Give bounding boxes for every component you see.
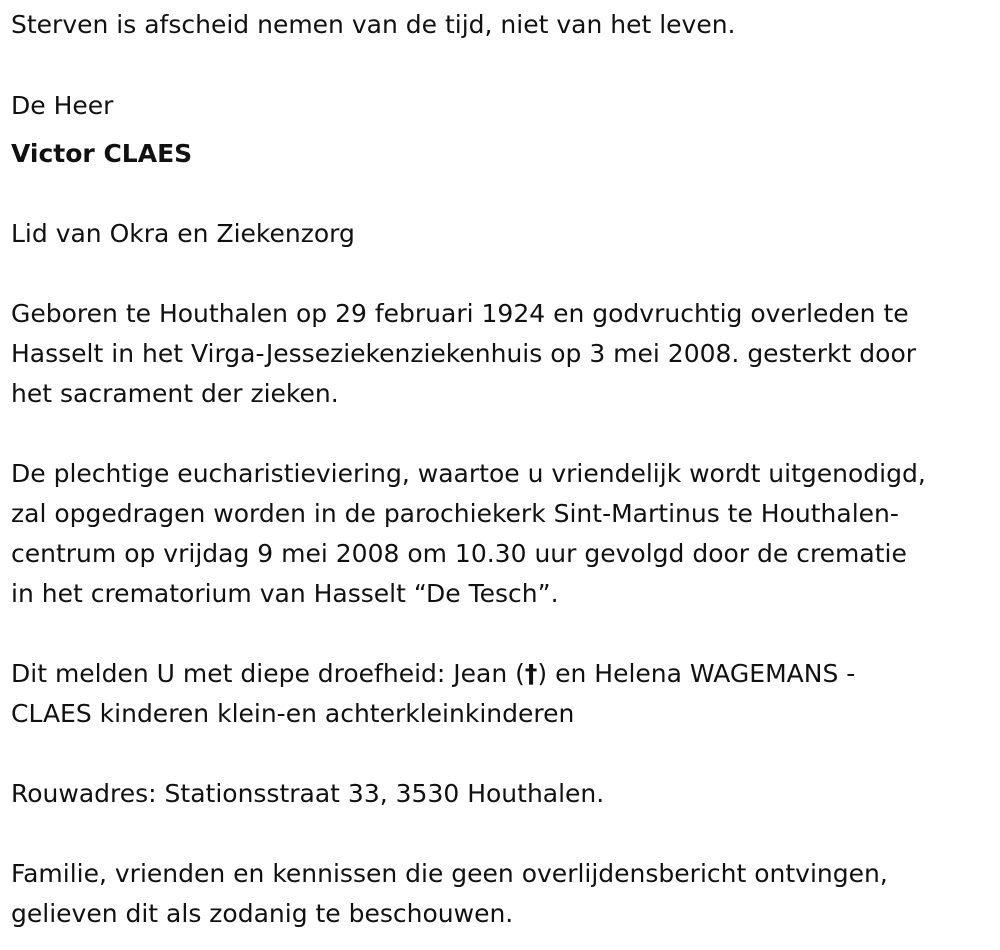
ceremony-line-2: zal opgedragen worden in de parochiekerk Sint-Martinus te Houthalen- [11, 499, 899, 528]
closing-line-1: Familie, vrienden en kennissen die geen overlijdensbericht ontvingen, [11, 859, 888, 888]
cross-icon: † [524, 659, 538, 688]
deceased-name: Victor CLAES [11, 139, 193, 168]
family-text-before: Dit melden U met diepe droefheid: Jean ( [11, 659, 525, 688]
birth-death-line-3: het sacrament der zieken. [11, 379, 339, 408]
mourning-address: Rouwadres: Stationsstraat 33, 3530 Houthalen. [11, 779, 605, 808]
salutation: De Heer [11, 91, 114, 120]
intro-quote: Sterven is afscheid nemen van de tijd, niet van het leven. [11, 10, 736, 39]
family-text-after: ) en Helena WAGEMANS - [537, 659, 856, 688]
family-line-2: CLAES kinderen klein-en achterkleinkinderen [11, 699, 575, 728]
ceremony-line-4: in het crematorium van Hasselt “De Tesch”. [11, 579, 559, 608]
ceremony-line-1: De plechtige eucharistieviering, waartoe u vriendelijk wordt uitgenodigd, [11, 459, 926, 488]
birth-death-line-2: Hasselt in het Virga-Jesseziekenziekenhuis op 3 mei 2008. gesterkt door [11, 339, 917, 368]
closing-line-2: gelieven dit als zodanig te beschouwen. [11, 899, 514, 928]
ceremony-line-3: centrum op vrijdag 9 mei 2008 om 10.30 uur gevolgd door de crematie [11, 539, 907, 568]
membership: Lid van Okra en Ziekenzorg [11, 219, 355, 248]
birth-death-line-1: Geboren te Houthalen op 29 februari 1924 en godvruchtig overleden te [11, 299, 909, 328]
family-line-1 [11, 654, 855, 694]
